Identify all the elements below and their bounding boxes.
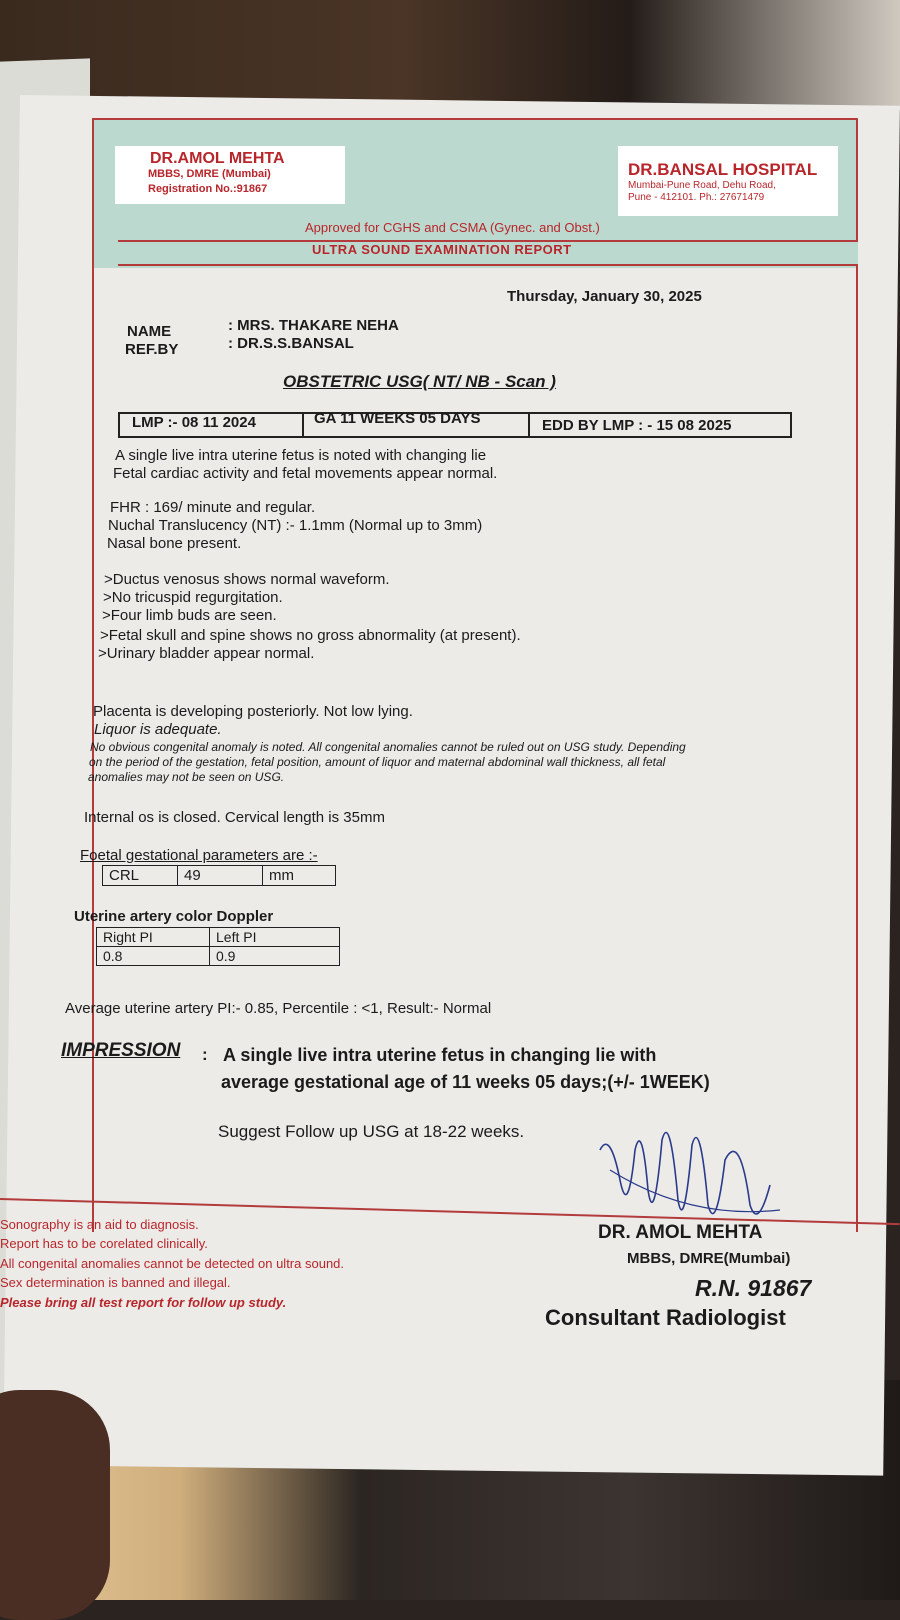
finding-bullet: >No tricuspid regurgitation. [103, 589, 283, 606]
signatory-registration: R.N. 91867 [695, 1275, 812, 1301]
hand-holding-paper [0, 1390, 110, 1620]
signatory-role: Consultant Radiologist [545, 1305, 786, 1330]
finding-bullet: >Ductus venosus shows normal waveform. [104, 571, 390, 588]
finding-intro-1: A single live intra uterine fetus is noted with changing lie [115, 447, 487, 464]
finding-bullet: >Fetal skull and spine shows no gross abnormality (at present). [100, 627, 521, 644]
crl-value: 49 [178, 866, 263, 886]
disclaimer-line-3: anomalies may not be seen on USG. [88, 770, 285, 784]
doppler-heading: Uterine artery color Doppler [74, 908, 274, 925]
footer-note: Please bring all test report for follow up study. [0, 1295, 287, 1310]
report-date: Thursday, January 30, 2025 [507, 288, 702, 305]
nt-line: Nuchal Translucency (NT) :- 1.1mm (Normal up to 3mm) [108, 517, 483, 534]
disclaimer-line-1: No obvious congenital anomaly is noted. All congenital anomalies cannot be ruled out on USG study. Depending [90, 740, 686, 754]
hospital-address-line-2: Pune - 412101. Ph.: 27671479 [628, 192, 765, 203]
follow-up-line: Suggest Follow up USG at 18-22 weeks. [218, 1122, 525, 1141]
gestational-age: GA 11 WEEKS 05 DAYS [314, 410, 481, 427]
placenta-line: Placenta is developing posteriorly. Not low lying. [93, 703, 413, 720]
doctor-name: DR.AMOL MEHTA [150, 150, 285, 167]
name-label: NAME [127, 323, 172, 340]
scan-title: OBSTETRIC USG( NT/ NB - Scan ) [283, 372, 556, 391]
footer-note: Report has to be corelated clinically. [0, 1236, 208, 1251]
hospital-name: DR.BANSAL HOSPITAL [628, 160, 818, 179]
left-pi-label: Left PI [210, 928, 340, 947]
liquor-line: Liquor is adequate. [94, 721, 222, 738]
impression-colon: : [202, 1045, 208, 1064]
doctor-degrees: MBBS, DMRE (Mumbai) [148, 168, 271, 180]
parameters-heading: Foetal gestational parameters are :- [80, 847, 318, 864]
approval-line: Approved for CGHS and CSMA (Gynec. and Obst.) [305, 220, 600, 235]
hospital-address-line-1: Mumbai-Pune Road, Dehu Road, [628, 180, 776, 191]
average-pi-line: Average uterine artery PI:- 0.85, Percentile : <1, Result:- Normal [65, 1000, 492, 1017]
crl-unit: mm [263, 866, 336, 886]
fhr-line: FHR : 169/ minute and regular. [110, 499, 316, 516]
left-pi-value: 0.9 [210, 947, 340, 966]
signatory-name: DR. AMOL MEHTA [598, 1222, 763, 1243]
doctor-registration: Registration No.:91867 [148, 183, 268, 195]
report-title: ULTRA SOUND EXAMINATION REPORT [312, 242, 572, 257]
footer-note: All congenital anomalies cannot be detected on ultra sound. [0, 1256, 345, 1271]
dates-divider [302, 412, 304, 436]
impression-label: IMPRESSION [61, 1040, 181, 1061]
right-pi-label: Right PI [97, 928, 210, 947]
signatory-degrees: MBBS, DMRE(Mumbai) [627, 1250, 791, 1267]
dates-divider [528, 412, 530, 436]
impression-line-2: average gestational age of 11 weeks 05 days;(+/- 1WEEK) [221, 1072, 710, 1092]
cervix-line: Internal os is closed. Cervical length is 35mm [84, 809, 385, 826]
footer-note: Sex determination is banned and illegal. [0, 1275, 231, 1290]
lmp-value: LMP :- 08 11 2024 [132, 414, 256, 431]
refby-label: REF.BY [125, 341, 179, 358]
edd-value: EDD BY LMP : - 15 08 2025 [542, 417, 732, 434]
footer-note: Sonography is an aid to diagnosis. [0, 1217, 199, 1232]
finding-intro-2: Fetal cardiac activity and fetal movements appear normal. [113, 465, 498, 482]
disclaimer-line-2: on the period of the gestation, fetal position, amount of liquor and maternal abdominal wall thickness, all fetal [89, 755, 666, 769]
background-top [0, 0, 900, 110]
referring-doctor: : DR.S.S.BANSAL [228, 335, 354, 352]
finding-bullet: >Four limb buds are seen. [102, 607, 277, 624]
finding-bullet: >Urinary bladder appear normal. [98, 645, 315, 662]
impression-line-1: A single live intra uterine fetus in changing lie with [223, 1045, 657, 1065]
crl-table [102, 865, 336, 886]
doppler-table [96, 927, 340, 966]
right-pi-value: 0.8 [97, 947, 210, 966]
patient-name: : MRS. THAKARE NEHA [228, 317, 399, 334]
crl-label: CRL [103, 866, 178, 886]
nasal-bone-line: Nasal bone present. [107, 535, 242, 552]
